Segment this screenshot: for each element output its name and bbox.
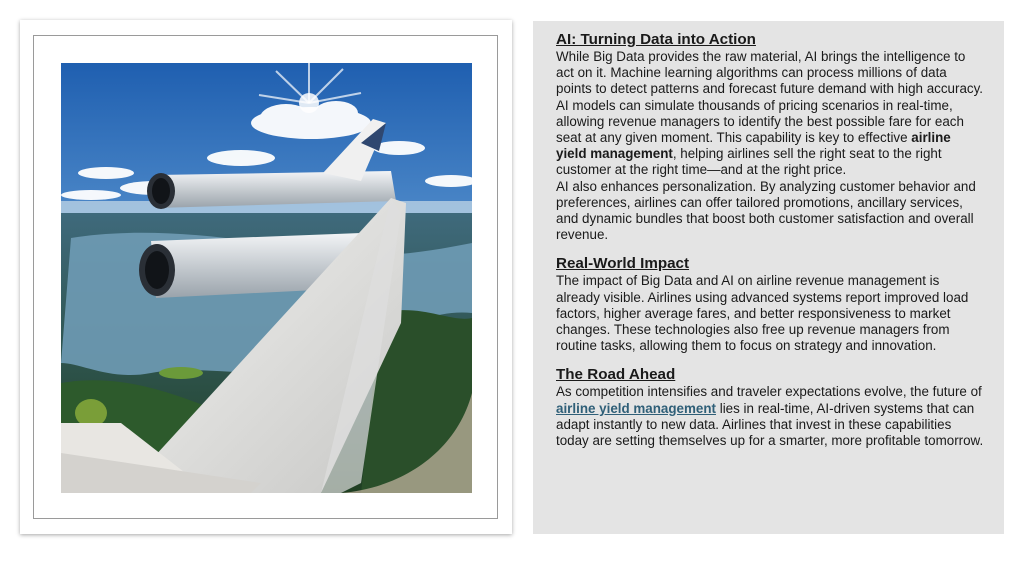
airline-yield-management-link[interactable]: airline yield management xyxy=(556,400,717,416)
bold-keyword: airline yield management xyxy=(556,130,951,162)
airplane-wing-illustration xyxy=(61,63,472,493)
section-heading: AI: Turning Data into Action xyxy=(556,31,756,48)
section-heading: Real-World Impact xyxy=(556,255,690,273)
paragraph xyxy=(556,179,984,244)
paragraph xyxy=(556,98,984,179)
section-ai-turning-data xyxy=(556,31,984,243)
paragraph xyxy=(556,273,984,354)
article-panel xyxy=(533,21,1004,534)
section-road-ahead xyxy=(556,366,984,449)
paragraph-text: As competition intensifies and traveler expectations evolve, the future of xyxy=(556,384,982,400)
section-heading: The Road Ahead xyxy=(556,366,676,384)
photo-frame xyxy=(33,35,498,519)
paragraph xyxy=(556,384,984,449)
airplane-wing-photo xyxy=(61,63,472,493)
paragraph xyxy=(556,49,984,98)
paragraph-text: lies in real-time, AI-driven systems that can adapt instantly to new data. Airlines that invest in these capabilities today are setting themselves up for a smarter, more profitable tomorrow. xyxy=(556,400,984,449)
photo-card xyxy=(20,20,512,534)
paragraph-text: AI also enhances personalization. By analyzing customer behavior and preferences, airlines can offer tailored promotions, ancillary services, and dynamic bundles that boost both customer satisfaction and overall revenue. xyxy=(556,178,976,243)
paragraph-text: , helping airlines sell the right seat to the right customer at the right time—and at the right price. xyxy=(556,146,942,178)
paragraph-text: While Big Data provides the raw material, AI brings the intelligence to act on it. Machine learning algorithms can process millions of data points to detect patterns and forecast future demand with high accuracy. xyxy=(556,49,984,97)
section-real-world-impact xyxy=(556,255,984,354)
paragraph-text: The impact of Big Data and AI on airline revenue management is already visible. Airlines using advanced systems report improved load factors, higher average fares, and better responsiveness to market changes. These technologies also free up revenue managers from routine tasks, allowing them to focus on strategy and innovation. xyxy=(556,273,969,354)
paragraph-text: AI models can simulate thousands of pricing scenarios in real-time, allowing revenue managers to identify the best possible fare for each seat at any given moment. This capability is key to effective xyxy=(556,97,964,146)
